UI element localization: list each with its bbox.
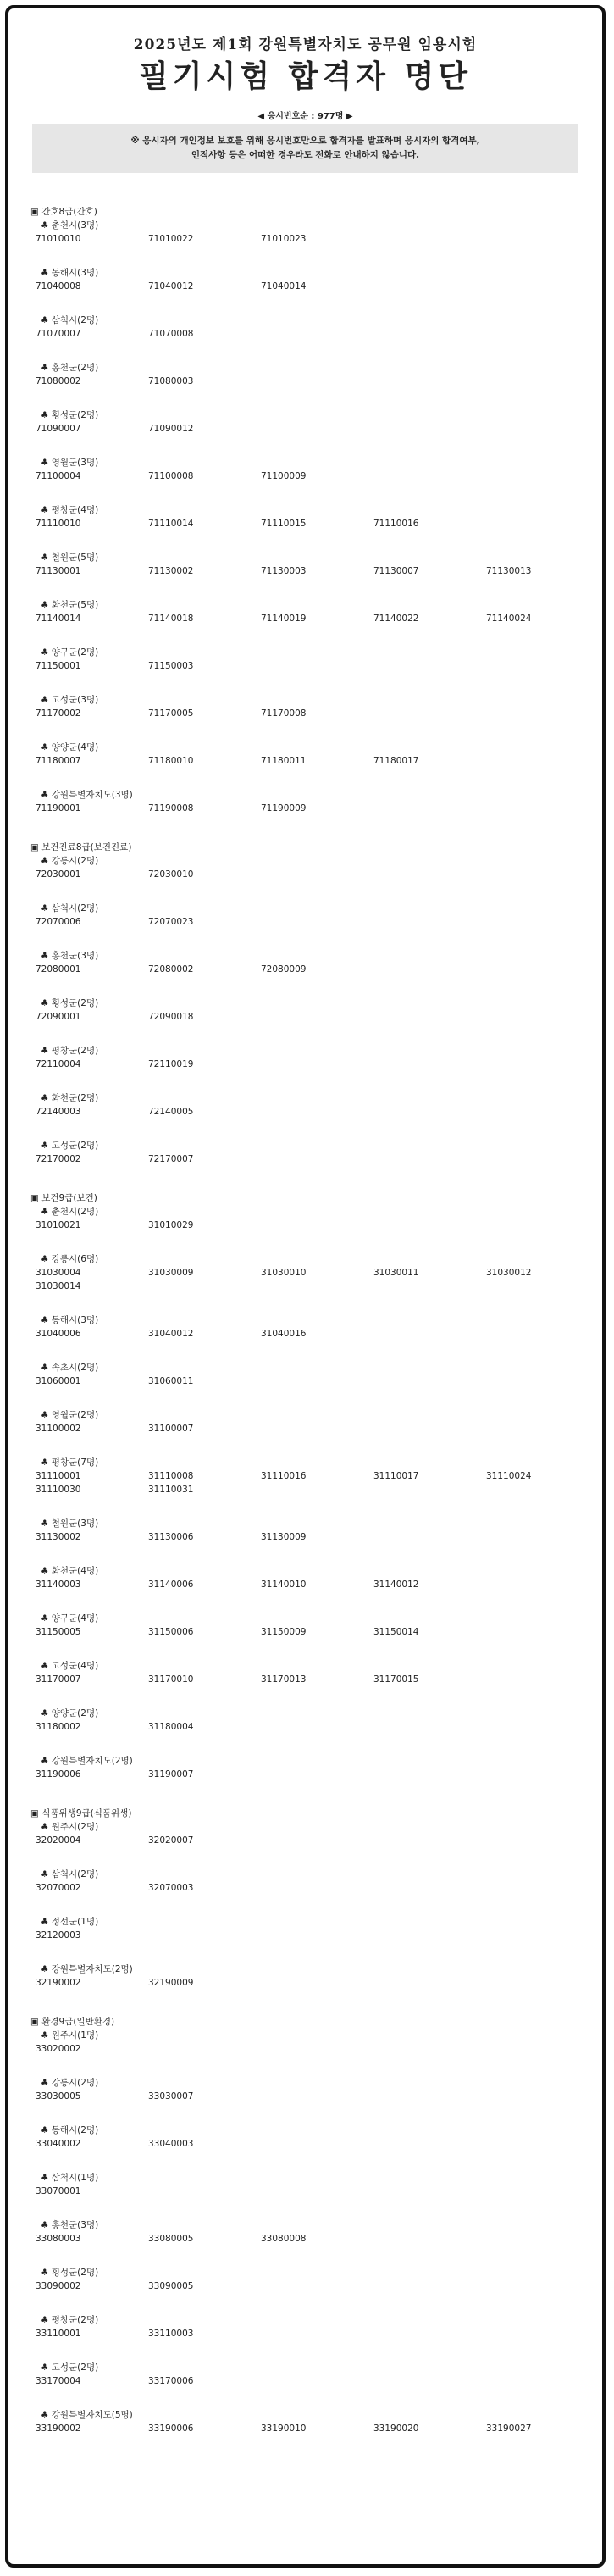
exam-number: 71100004 bbox=[36, 471, 81, 481]
region-group bbox=[8, 997, 602, 1024]
exam-number-grid bbox=[36, 2137, 602, 2151]
exam-number-grid bbox=[36, 1834, 602, 1847]
region-title: ♣ 화천군(2명) bbox=[41, 1093, 99, 1103]
exam-number-grid bbox=[36, 469, 602, 483]
region-title: ♣ 춘천시(2명) bbox=[41, 1207, 99, 1217]
region-title: ♣ 강릉시(6명) bbox=[41, 1254, 99, 1264]
exam-number: 72080002 bbox=[148, 964, 194, 974]
exam-number: 32020004 bbox=[36, 1835, 81, 1846]
region-group bbox=[8, 408, 602, 436]
region-group bbox=[8, 646, 602, 673]
exam-number: 71110015 bbox=[261, 519, 307, 529]
exam-number: 33190010 bbox=[261, 2423, 307, 2434]
region-title: ♣ 원주시(1명) bbox=[41, 2030, 99, 2040]
region-group bbox=[8, 1205, 602, 1232]
exam-number: 33110001 bbox=[36, 2329, 81, 2339]
exam-number: 31150009 bbox=[261, 1627, 307, 1637]
exam-number-grid bbox=[36, 1976, 602, 1990]
exam-number: 31110024 bbox=[486, 1471, 532, 1481]
region-title: ♣ 고성군(2명) bbox=[41, 1141, 99, 1151]
exam-number: 71090007 bbox=[36, 424, 81, 434]
exam-number: 72070023 bbox=[148, 917, 194, 927]
exam-number-grid bbox=[36, 1374, 602, 1388]
exam-number: 72140005 bbox=[148, 1107, 194, 1117]
region-title: ♣ 화천군(5명) bbox=[41, 600, 99, 610]
region-group bbox=[8, 1820, 602, 1847]
exam-number: 71010023 bbox=[261, 234, 307, 244]
region-title: ♣ 삼척시(1명) bbox=[41, 2173, 99, 2183]
total-count-banner: ◀ 응시번호순 : 977명 ▶ bbox=[257, 112, 353, 121]
exam-number: 31060011 bbox=[148, 1376, 194, 1386]
exam-number-grid bbox=[36, 707, 602, 720]
exam-number: 71140019 bbox=[261, 613, 307, 624]
region-group bbox=[8, 2218, 602, 2246]
exam-number: 32020007 bbox=[148, 1835, 194, 1846]
exam-number: 31010021 bbox=[36, 1220, 81, 1230]
region-group bbox=[8, 219, 602, 246]
exam-number: 33170004 bbox=[36, 2376, 81, 2386]
region-title: ♣ 정선군(1명) bbox=[41, 1917, 99, 1927]
region-group bbox=[8, 314, 602, 341]
exam-number: 72030001 bbox=[36, 869, 81, 880]
region-group bbox=[8, 788, 602, 815]
region-group bbox=[8, 1408, 602, 1435]
region-group bbox=[8, 551, 602, 578]
exam-number-grid bbox=[36, 2232, 602, 2246]
exam-number: 71180011 bbox=[261, 756, 307, 766]
region-group bbox=[8, 2313, 602, 2340]
exam-number-grid bbox=[36, 1058, 602, 1071]
region-title: ♣ 평창군(7명) bbox=[41, 1457, 99, 1468]
exam-number: 32070003 bbox=[148, 1883, 194, 1893]
exam-number: 31170015 bbox=[373, 1674, 419, 1685]
exam-number: 72110019 bbox=[148, 1059, 194, 1069]
exam-number: 72070006 bbox=[36, 917, 81, 927]
exam-number: 71080003 bbox=[148, 376, 194, 386]
region-title: ♣ 동해시(2명) bbox=[41, 2125, 99, 2135]
exam-number: 31110008 bbox=[148, 1471, 194, 1481]
region-title: ♣ 동해시(3명) bbox=[41, 268, 99, 278]
category-title: ▣ 환경9급(일반환경) bbox=[30, 2017, 115, 2027]
exam-number-grid bbox=[36, 2422, 602, 2435]
region-group bbox=[8, 1612, 602, 1639]
region-group bbox=[8, 2171, 602, 2198]
region-title: ♣ 양양군(4명) bbox=[41, 742, 99, 752]
category-title: ▣ 식품위생9급(식품위생) bbox=[30, 1808, 132, 1818]
region-group bbox=[8, 949, 602, 976]
exam-number: 31030004 bbox=[36, 1268, 81, 1278]
region-title: ♣ 홍천군(3명) bbox=[41, 951, 99, 961]
category-title: ▣ 보건9급(보건) bbox=[30, 1193, 97, 1203]
exam-number-grid bbox=[36, 754, 602, 768]
region-group bbox=[8, 361, 602, 388]
region-group bbox=[8, 1963, 602, 1990]
region-group bbox=[8, 456, 602, 483]
page-title: 필기시험 합격자 명단 bbox=[138, 58, 473, 94]
exam-number-grid bbox=[36, 2185, 602, 2198]
exam-number: 72140003 bbox=[36, 1107, 81, 1117]
exam-number: 31030011 bbox=[373, 1268, 419, 1278]
exam-number-grid bbox=[36, 1219, 602, 1232]
exam-number: 31010029 bbox=[148, 1220, 194, 1230]
region-title: ♣ 강원특별자치도(3명) bbox=[41, 790, 133, 800]
exam-number-grid bbox=[36, 1625, 602, 1639]
exam-number: 71080002 bbox=[36, 376, 81, 386]
region-group bbox=[8, 2124, 602, 2151]
exam-number: 33090005 bbox=[148, 2281, 194, 2291]
region-title: ♣ 횡성군(2명) bbox=[41, 998, 99, 1008]
exam-category-section bbox=[8, 2015, 602, 2435]
region-group bbox=[8, 2361, 602, 2388]
exam-number: 71110016 bbox=[373, 519, 419, 529]
region-group bbox=[8, 1517, 602, 1544]
exam-number: 31170010 bbox=[148, 1674, 194, 1685]
exam-number: 33080008 bbox=[261, 2234, 307, 2244]
region-title: ♣ 고성군(4명) bbox=[41, 1661, 99, 1671]
exam-number-grid bbox=[36, 2042, 602, 2056]
exam-number: 31150005 bbox=[36, 1627, 81, 1637]
exam-number: 71040012 bbox=[148, 281, 194, 291]
exam-number: 31030009 bbox=[148, 1268, 194, 1278]
exam-number-grid bbox=[36, 280, 602, 293]
exam-number-grid bbox=[36, 1673, 602, 1686]
exam-number: 71180010 bbox=[148, 756, 194, 766]
exam-number: 71140018 bbox=[148, 613, 194, 624]
exam-number-grid bbox=[36, 915, 602, 929]
exam-number: 31040016 bbox=[261, 1329, 307, 1339]
exam-number-grid bbox=[36, 2279, 602, 2293]
exam-number-grid bbox=[36, 1152, 602, 1166]
exam-number: 31150006 bbox=[148, 1627, 194, 1637]
exam-number: 31130009 bbox=[261, 1532, 307, 1542]
exam-number: 71170008 bbox=[261, 708, 307, 719]
region-title: ♣ 강릉시(2명) bbox=[41, 2078, 99, 2088]
notice-line-1: ※ 응시자의 개인정보 보호를 위해 응시번호만으로 합격자를 발표하며 응시자의 합격여부, bbox=[130, 136, 480, 146]
category-title: ▣ 간호8급(간호) bbox=[30, 207, 97, 217]
region-group bbox=[8, 1707, 602, 1734]
exam-number-grid bbox=[36, 963, 602, 976]
exam-number: 31170013 bbox=[261, 1674, 307, 1685]
exam-number: 71130002 bbox=[148, 566, 194, 576]
region-group bbox=[8, 1659, 602, 1686]
exam-number-grid bbox=[36, 659, 602, 673]
exam-number: 71090012 bbox=[148, 424, 194, 434]
exam-number: 71190001 bbox=[36, 803, 81, 813]
exam-number: 72080001 bbox=[36, 964, 81, 974]
region-title: ♣ 횡성군(2명) bbox=[41, 410, 99, 420]
exam-number: 32070002 bbox=[36, 1883, 81, 1893]
region-title: ♣ 강원특별자치도(2명) bbox=[41, 1756, 133, 1766]
exam-number: 72090018 bbox=[148, 1012, 194, 1022]
exam-number-grid bbox=[36, 1530, 602, 1544]
exam-number: 71130007 bbox=[373, 566, 419, 576]
region-title: ♣ 강원특별자치도(5명) bbox=[41, 2410, 133, 2420]
exam-number-grid bbox=[36, 1469, 602, 1496]
exam-number: 33170006 bbox=[148, 2376, 194, 2386]
exam-number: 72170007 bbox=[148, 1154, 194, 1164]
region-group bbox=[8, 1044, 602, 1071]
region-group bbox=[8, 1091, 602, 1119]
region-group bbox=[8, 1456, 602, 1496]
exam-number-grid bbox=[36, 2090, 602, 2103]
region-group bbox=[8, 1313, 602, 1341]
exam-number: 71110014 bbox=[148, 519, 194, 529]
region-title: ♣ 삼척시(2명) bbox=[41, 315, 99, 325]
exam-number-grid bbox=[36, 327, 602, 341]
exam-number: 33190006 bbox=[148, 2423, 194, 2434]
region-title: ♣ 강원특별자치도(2명) bbox=[41, 1964, 133, 1974]
region-title: ♣ 삼척시(2명) bbox=[41, 903, 99, 913]
exam-number: 33040002 bbox=[36, 2139, 81, 2149]
region-title: ♣ 속초시(2명) bbox=[41, 1363, 99, 1373]
exam-number: 72090001 bbox=[36, 1012, 81, 1022]
exam-number-grid bbox=[36, 1881, 602, 1895]
exam-number: 71130003 bbox=[261, 566, 307, 576]
region-title: ♣ 고성군(2명) bbox=[41, 2362, 99, 2373]
exam-number: 31040006 bbox=[36, 1329, 81, 1339]
exam-number: 33020002 bbox=[36, 2044, 81, 2054]
exam-number: 31110017 bbox=[373, 1471, 419, 1481]
region-title: ♣ 양구군(4명) bbox=[41, 1613, 99, 1624]
exam-number-grid bbox=[36, 1578, 602, 1591]
exam-number: 31150014 bbox=[373, 1627, 419, 1637]
exam-number: 71140024 bbox=[486, 613, 532, 624]
exam-number-grid bbox=[36, 564, 602, 578]
exam-number: 33090002 bbox=[36, 2281, 81, 2291]
exam-number: 31140003 bbox=[36, 1579, 81, 1590]
region-group bbox=[8, 2266, 602, 2293]
exam-number: 31170007 bbox=[36, 1674, 81, 1685]
exam-number: 71110010 bbox=[36, 519, 81, 529]
exam-number: 72030010 bbox=[148, 869, 194, 880]
exam-number-grid bbox=[36, 612, 602, 625]
region-group bbox=[8, 902, 602, 929]
notice-line-2: 인적사항 등은 어떠한 경우라도 전화로 안내하지 않습니다. bbox=[191, 150, 420, 160]
region-group bbox=[8, 1361, 602, 1388]
region-title: ♣ 양구군(2명) bbox=[41, 647, 99, 658]
exam-number: 33190027 bbox=[486, 2423, 532, 2434]
exam-number: 31030010 bbox=[261, 1268, 307, 1278]
exam-number: 72080009 bbox=[261, 964, 307, 974]
region-title: ♣ 화천군(4명) bbox=[41, 1566, 99, 1576]
region-title: ♣ 고성군(3명) bbox=[41, 695, 99, 705]
exam-number: 71130001 bbox=[36, 566, 81, 576]
exam-number: 71140014 bbox=[36, 613, 81, 624]
exam-number: 71130013 bbox=[486, 566, 532, 576]
privacy-notice bbox=[32, 124, 578, 173]
exam-number: 71180017 bbox=[373, 756, 419, 766]
region-group bbox=[8, 598, 602, 625]
exam-number: 72170002 bbox=[36, 1154, 81, 1164]
exam-number: 31140010 bbox=[261, 1579, 307, 1590]
exam-number: 32120003 bbox=[36, 1930, 81, 1940]
region-group bbox=[8, 2076, 602, 2103]
exam-category-section bbox=[8, 841, 602, 1166]
region-title: ♣ 평창군(2명) bbox=[41, 2315, 99, 2325]
region-title: ♣ 횡성군(2명) bbox=[41, 2268, 99, 2278]
exam-number-grid bbox=[36, 1327, 602, 1341]
exam-number: 33030005 bbox=[36, 2091, 81, 2101]
region-group bbox=[8, 854, 602, 881]
region-title: ♣ 평창군(2명) bbox=[41, 1046, 99, 1056]
exam-number: 31130006 bbox=[148, 1532, 194, 1542]
region-title: ♣ 영월군(2명) bbox=[41, 1410, 99, 1420]
exam-number-grid bbox=[36, 2374, 602, 2388]
exam-number: 31100002 bbox=[36, 1424, 81, 1434]
exam-number: 31030014 bbox=[36, 1281, 81, 1291]
exam-number: 31190006 bbox=[36, 1769, 81, 1779]
exam-number: 71040014 bbox=[261, 281, 307, 291]
region-group bbox=[8, 1915, 602, 1942]
region-group bbox=[8, 1564, 602, 1591]
exam-number: 31140006 bbox=[148, 1579, 194, 1590]
exam-number-grid bbox=[36, 1266, 602, 1293]
exam-number: 33190020 bbox=[373, 2423, 419, 2434]
exam-category-section bbox=[8, 205, 602, 815]
exam-number: 71170002 bbox=[36, 708, 81, 719]
exam-number: 31100007 bbox=[148, 1424, 194, 1434]
exam-number: 71190009 bbox=[261, 803, 307, 813]
region-title: ♣ 평창군(4명) bbox=[41, 505, 99, 515]
exam-number: 32190009 bbox=[148, 1978, 194, 1988]
region-title: ♣ 원주시(2명) bbox=[41, 1822, 99, 1832]
exam-number: 31140012 bbox=[373, 1579, 419, 1590]
exam-number: 33040003 bbox=[148, 2139, 194, 2149]
region-title: ♣ 홍천군(3명) bbox=[41, 2220, 99, 2230]
region-title: ♣ 강릉시(2명) bbox=[41, 856, 99, 866]
results-list bbox=[8, 205, 602, 2461]
exam-number-grid bbox=[36, 1929, 602, 1942]
exam-number: 71190008 bbox=[148, 803, 194, 813]
exam-number: 71100009 bbox=[261, 471, 307, 481]
exam-number: 71170005 bbox=[148, 708, 194, 719]
exam-number: 31030012 bbox=[486, 1268, 532, 1278]
exam-number-grid bbox=[36, 422, 602, 436]
region-group bbox=[8, 1139, 602, 1166]
exam-number: 71150001 bbox=[36, 661, 81, 671]
exam-number: 31130002 bbox=[36, 1532, 81, 1542]
exam-number: 31060001 bbox=[36, 1376, 81, 1386]
region-group bbox=[8, 693, 602, 720]
exam-number: 71100008 bbox=[148, 471, 194, 481]
category-title: ▣ 보건진료8급(보건진료) bbox=[30, 842, 132, 852]
exam-number: 71070008 bbox=[148, 329, 194, 339]
exam-number-grid bbox=[36, 1422, 602, 1435]
exam-number-grid bbox=[36, 1768, 602, 1781]
exam-number: 31180002 bbox=[36, 1722, 81, 1732]
exam-number-grid bbox=[36, 232, 602, 246]
exam-number-grid bbox=[36, 1720, 602, 1734]
exam-number: 33190002 bbox=[36, 2423, 81, 2434]
exam-number: 31110031 bbox=[148, 1485, 194, 1495]
region-group bbox=[8, 1252, 602, 1293]
exam-number: 71180007 bbox=[36, 756, 81, 766]
exam-number-grid bbox=[36, 2327, 602, 2340]
region-group bbox=[8, 2029, 602, 2056]
exam-number: 71070007 bbox=[36, 329, 81, 339]
exam-number: 31180004 bbox=[148, 1722, 194, 1732]
region-group bbox=[8, 503, 602, 530]
exam-number: 33070001 bbox=[36, 2186, 81, 2196]
exam-number: 71010022 bbox=[148, 234, 194, 244]
region-title: ♣ 춘천시(3명) bbox=[41, 220, 99, 230]
exam-number: 33080003 bbox=[36, 2234, 81, 2244]
exam-number-grid bbox=[36, 802, 602, 815]
exam-number: 71140022 bbox=[373, 613, 419, 624]
region-title: ♣ 철원군(3명) bbox=[41, 1518, 99, 1529]
region-title: ♣ 홍천군(2명) bbox=[41, 363, 99, 373]
region-group bbox=[8, 1868, 602, 1895]
region-title: ♣ 삼척시(2명) bbox=[41, 1869, 99, 1879]
exam-number: 33110003 bbox=[148, 2329, 194, 2339]
exam-number-grid bbox=[36, 517, 602, 530]
exam-number: 33080005 bbox=[148, 2234, 194, 2244]
exam-number: 71010010 bbox=[36, 234, 81, 244]
exam-title: 2025년도 제1회 강원특별자치도 공무원 임용시험 bbox=[133, 36, 478, 53]
region-group bbox=[8, 1754, 602, 1781]
exam-number: 31110016 bbox=[261, 1471, 307, 1481]
region-title: ♣ 동해시(3명) bbox=[41, 1315, 99, 1325]
region-group bbox=[8, 266, 602, 293]
exam-number-grid bbox=[36, 375, 602, 388]
region-title: ♣ 철원군(5명) bbox=[41, 552, 99, 563]
page-frame bbox=[5, 5, 606, 2568]
exam-number-grid bbox=[36, 1105, 602, 1119]
exam-number: 31040012 bbox=[148, 1329, 194, 1339]
exam-category-section bbox=[8, 1191, 602, 1781]
exam-category-section bbox=[8, 1807, 602, 1990]
exam-number: 71040008 bbox=[36, 281, 81, 291]
region-title: ♣ 영월군(3명) bbox=[41, 458, 99, 468]
exam-number: 72110004 bbox=[36, 1059, 81, 1069]
exam-number: 31110030 bbox=[36, 1485, 81, 1495]
region-group bbox=[8, 2408, 602, 2435]
region-group bbox=[8, 741, 602, 768]
exam-number: 71150003 bbox=[148, 661, 194, 671]
exam-number: 33030007 bbox=[148, 2091, 194, 2101]
exam-number-grid bbox=[36, 1010, 602, 1024]
exam-number-grid bbox=[36, 868, 602, 881]
exam-number: 31190007 bbox=[148, 1769, 194, 1779]
exam-number: 31110001 bbox=[36, 1471, 81, 1481]
region-title: ♣ 양양군(2명) bbox=[41, 1708, 99, 1718]
exam-number: 32190002 bbox=[36, 1978, 81, 1988]
